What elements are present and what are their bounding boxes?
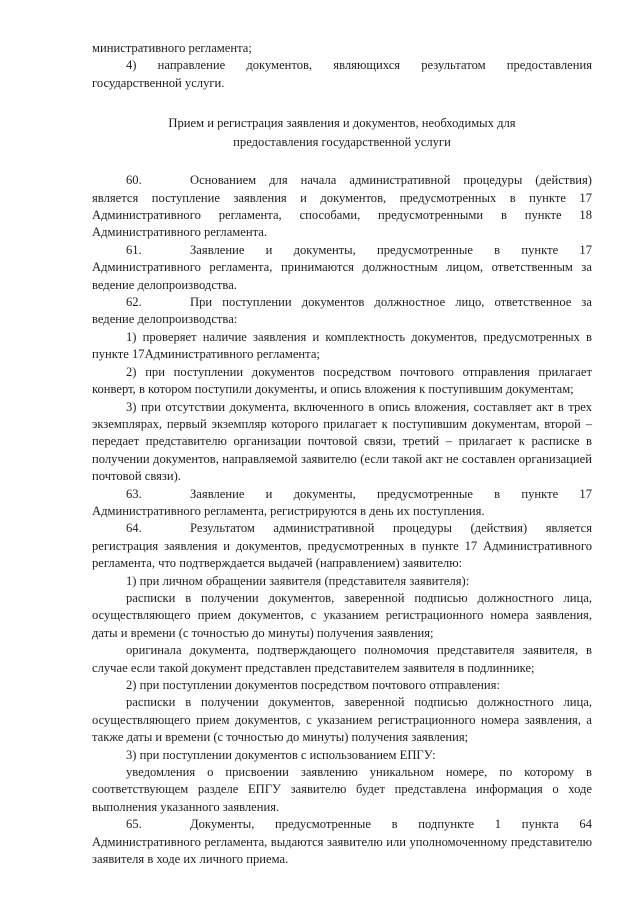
paragraph-number: 60. — [126, 173, 142, 188]
paragraph-text: Результатом административной процедуры (действия) является регистрация заявления и документов, предусмотренных в пункте 17 Административного регламента, что подтверждается выдачей (направлением) заявителю: — [92, 521, 592, 571]
paragraph-text: Документы, предусмотренные в подпункте 1 пункта 64 Административного регламента, выдаются заявителю или уполномоченному представителю заявителя в ходе их личного приема. — [92, 817, 592, 867]
paragraph-62 — [92, 294, 592, 329]
paragraph-text: Основанием для начала административной процедуры (действия) является поступление заявления и документов, предусмотренных в пункте 17 Административного регламента, способами, предусмотренными в пункте 18 Административного регламента. — [92, 173, 592, 240]
paragraph-60 — [92, 172, 592, 242]
list-item: 1) проверяет наличие заявления и комплектность документов, предусмотренных в пункте 17Административного регламента; — [92, 329, 592, 362]
paragraph-number: 64. — [126, 521, 142, 536]
paragraph-continuation: министративного регламента; — [92, 41, 252, 55]
section-title: Прием и регистрация заявления и документов, необходимых для предоставления государственной услуги — [168, 116, 516, 150]
list-item: оригинала документа, подтверждающего полномочия представителя заявителя, в случае если такой документ представлен представителем заявителя в подлиннике; — [92, 643, 592, 675]
paragraph-number: 61. — [126, 242, 142, 257]
paragraph-text: Заявление и документы, предусмотренные в пункте 17 Административного регламента, принимаются должностным лицом, ответственным за ведение делопроизводства. — [92, 242, 592, 292]
list-item-4: 4) направление документов, являющихся результатом предоставления государственной услуги. — [92, 58, 592, 90]
list-item: 2) при поступлении документов посредством почтового отправления: — [126, 678, 500, 692]
list-item: 3) при поступлении документов с использованием ЕПГУ: — [126, 747, 436, 762]
paragraph-number: 65. — [126, 817, 142, 832]
paragraph-text: При поступлении документов должностное лицо, ответственное за ведение делопроизводства: — [92, 295, 592, 327]
paragraph-text: Заявление и документы, предусмотренные в пункте 17 Административного регламента, регистрируются в день их поступления. — [92, 486, 592, 518]
paragraph-65 — [92, 816, 592, 868]
paragraph-number: 63. — [126, 486, 142, 501]
list-item: уведомления о присвоении заявлению уникальном номере, по которому в соответствующем разделе ЕПГУ заявителю будет представлена информация о ходе выполнения указанного заявления. — [92, 765, 592, 814]
list-item: 3) при отсутствии документа, включенного в опись вложения, составляет акт в трех экземплярах, первый экземпляр которого прилагает к поступившим документам, второй – передает представителю организации почтовой связи, третий – прилагает к расписке в получении документов, направляемой заявителю (если такой акт не составлен организацией почтовой связи). — [92, 399, 592, 484]
paragraph-number: 62. — [126, 295, 142, 310]
paragraph-61 — [92, 242, 592, 294]
list-item: 1) при личном обращении заявителя (представителя заявителя): — [126, 573, 470, 588]
list-item: расписки в получении документов, заверенной подписью должностного лица, осуществляющего прием документов, с указанием регистрационного номера заявления, даты и времени (с точностью до минуты) получения заявления; — [92, 590, 592, 640]
paragraph-63 — [92, 486, 592, 521]
list-item: расписки в получении документов, заверенной подписью должностного лица, осуществляющего прием документов, с указанием регистрационного номера заявления, а также даты и времени (с точностью до минуты) получения заявления; — [92, 695, 592, 745]
paragraph-64 — [92, 520, 592, 572]
list-item: 2) при поступлении документов посредством почтового отправления прилагает конверт, в котором поступили документы, и опись вложения к поступившим документам; — [92, 364, 592, 397]
